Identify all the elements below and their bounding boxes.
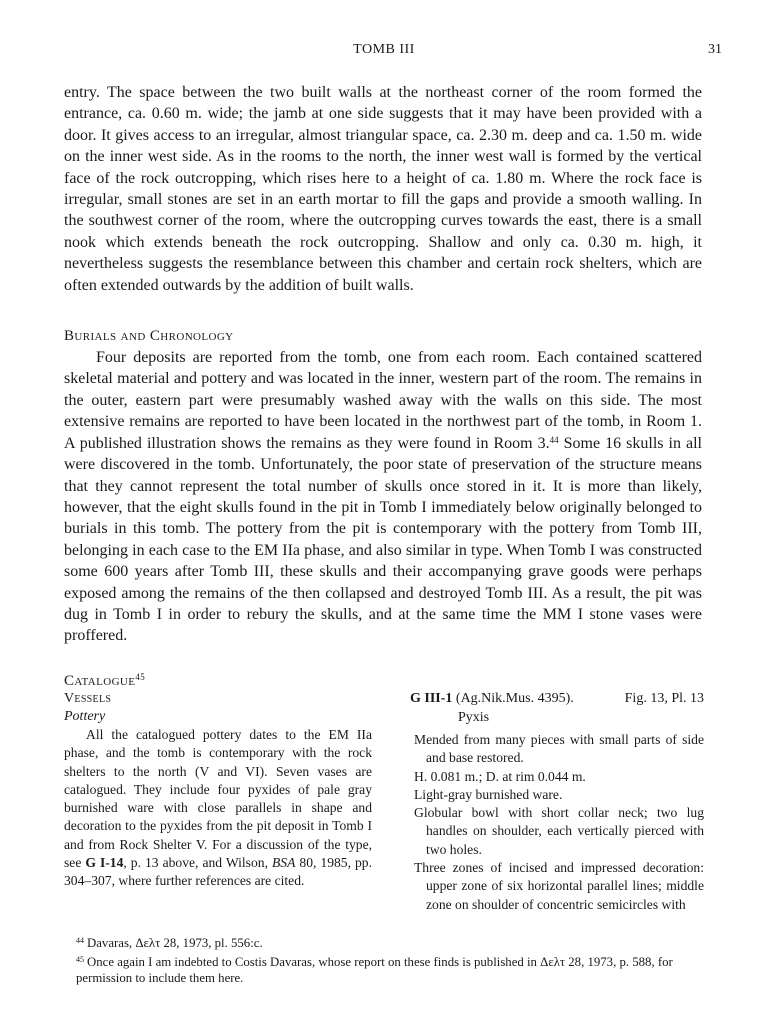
pottery-subheading: Pottery: [64, 709, 106, 724]
footnote-number: 45: [76, 954, 84, 964]
footnote-ref-45[interactable]: 45: [135, 671, 146, 682]
pottery-intro-paragraph: [64, 726, 372, 891]
entry-detail-dimensions: H. 0.081 m.; D. at rim 0.044 m.: [414, 768, 586, 784]
page-number: 31: [708, 42, 722, 57]
burials-text-after-note: Some 16 skulls in all were discovered in the tomb. Unfortunately, the poor state of preservation of the structure means that they cannot represent the total number of skulls once stored in it. It is more than likely, however, that the eight skulls found in the pit in Tomb I immediately below originally belonged to burials in this tomb. The pottery from the pit is contemporary with the pottery from Tomb III, belonging in each case to the EM IIa phase, and also similar in type. When Tomb I was constructed some 600 years after Tomb III, these skulls and their accompanying grave goods were perhaps exposed among the remains of the then collapsed and destroyed Tomb III. As a result, the pit was dug in Tomb I in order to rebury the skulls, and at the same time the MM I stone vases were proffered.: [64, 434, 702, 645]
pottery-text-part-2: , p. 13 above, and Wilson,: [123, 855, 272, 871]
journal-title: BSA: [271, 855, 296, 871]
entry-detail-shape: Globular bowl with short collar neck; two lug handles on shoulder, each vertically pierced with two holes.: [414, 805, 704, 857]
running-header: [64, 42, 722, 62]
entry-id: G III-1: [410, 691, 453, 706]
entry-type: Pyxis: [458, 710, 490, 725]
catalogue-entry-g-iii-1: [410, 690, 704, 914]
footnote-44: [64, 933, 704, 952]
footnote-text: Once again I am indebted to Costis Davaras, whose report on these finds is published in Δελτ 28, 1973, p. 588, for permission to include them here.: [76, 954, 673, 985]
entry-figure-ref: Fig. 13, Pl. 13: [624, 691, 704, 706]
entry-detail-condition: Mended from many pieces with small parts of side and base restored.: [414, 732, 704, 766]
catalogue-left-column: [64, 690, 372, 891]
main-text: [64, 82, 702, 693]
footnote-45: [64, 952, 704, 987]
footnotes: [64, 933, 704, 987]
catalogue-cross-reference: G I-14: [85, 855, 124, 871]
footnote-text: Davaras, Δελτ 28, 1973, pl. 556:c.: [87, 936, 263, 950]
vessels-subheading: Vessels: [64, 691, 112, 706]
catalogue-heading-text: Catalogue: [64, 672, 136, 689]
section-heading-catalogue: [64, 671, 702, 691]
section-heading-burials: Burials and Chronology: [64, 328, 234, 345]
footnote-number: 44: [76, 936, 84, 945]
burials-text-before-note: Four deposits are reported from the tomb, one from each room. Each contained scattered skeletal material and pottery and was located in the inner, western part of the room. The remains in the outer, eastern part were presumably washed away with the walls on this side. The most extensive remains are reported to have been located in the northwest part of the tomb, in Room 1. A published illustration shows the remains as they were found in Room 3.: [64, 349, 702, 452]
burials-paragraph: [64, 347, 702, 647]
running-title: TOMB III: [353, 42, 415, 57]
entry-detail-decoration: Three zones of incised and impressed decoration: upper zone of six horizontal parallel lines; middle zone on shoulder of concentric semicircles with: [414, 860, 704, 912]
footnote-ref-44[interactable]: 44: [549, 434, 559, 445]
entry-header: [410, 690, 704, 708]
entry-detail-fabric: Light-gray burnished ware.: [414, 786, 563, 802]
pottery-text-part-3: 80, 1985, pp. 304–307, where further references are cited.: [64, 855, 372, 889]
intro-paragraph: entry. The space between the two built walls at the northeast corner of the room formed the entrance, ca. 0.60 m. wide; the jamb at one side suggests that it may have been provided with a door. It gives access to an irregular, almost triangular space, ca. 2.30 m. deep and ca. 1.50 m. wide on the inner west side. As in the rooms to the north, the inner west wall is formed by the vertical face of the rock outcropping, which rises here to a height of ca. 1.80 m. Where the rock face is irregular, small stones are set in an earth mortar to fill the gaps and provide a smooth walling. In the southwest corner of the room, where the outcropping curves towards the east, there is a small nook which extends beneath the rock outcropping. Shallow and only ca. 0.30 m. high, it nevertheless suggests the resemblance between this chamber and certain rock shelters, which are often extended outwards by the addition of built walls.: [64, 84, 702, 294]
entry-museum-number: (Ag.Nik.Mus. 4395).: [455, 691, 574, 706]
pottery-text-part-1: All the catalogued pottery dates to the EM IIa phase, and the tomb is contemporary with the rock shelters to the north (V and VI). Seven vases are catalogued. They include four pyxides of pale gray burnished ware with close parallels in shape and decoration to the pyxides from the pit deposit in Tomb I and from Rock Shelter V. For a discussion of the type, see: [64, 727, 372, 871]
